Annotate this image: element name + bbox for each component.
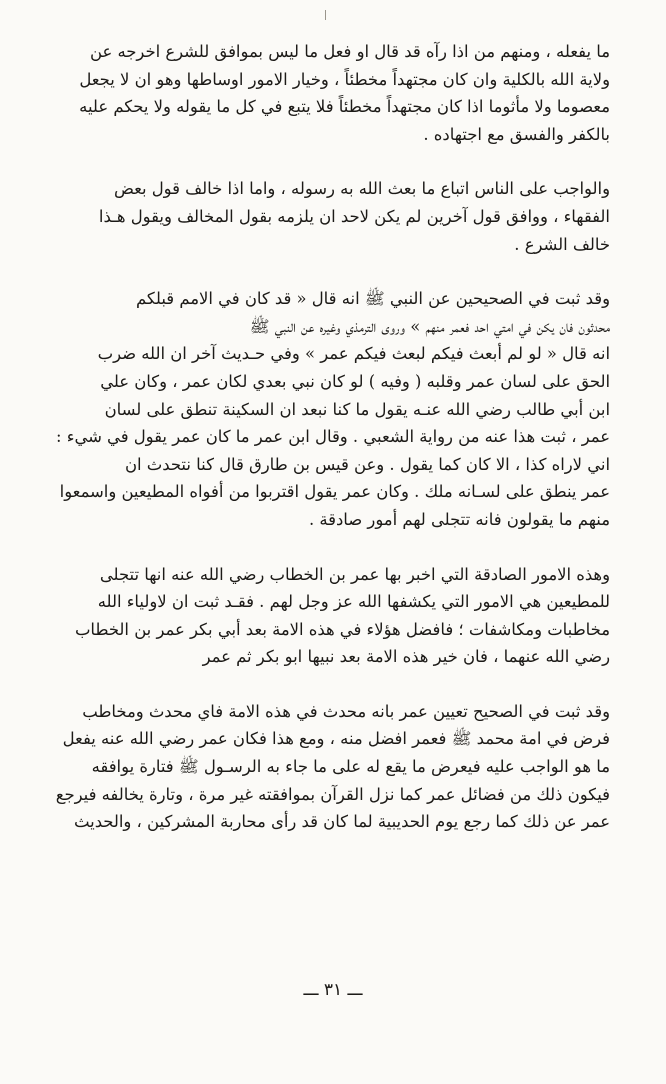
text-line: فيكون ذلك من فضائل عمر كما نزل القرآن بموافقته غير مرة ، وتارة يخالفه فيرجع <box>56 784 610 804</box>
scan-mark <box>325 10 330 20</box>
text-line: منهم ما يقولون فانه تتجلى لهم أمور صادقة . <box>308 509 610 529</box>
text-line: خالف الشرع . <box>514 234 610 254</box>
text-line: اني لاراه كذا ، الا كان كما يقول . وعن قيس بن طارق قال كنا نتحدث ان <box>125 454 610 474</box>
text-line: عمر عن ذلك كما رجع يوم الحديبية لما كان قد رأى محاربة المشركين ، والحديث <box>74 812 610 832</box>
text-line: عمر ينطق على لسـانه ملك . وكان عمر يقول اقتربوا من أفواه المطيعين واسمعوا <box>59 482 610 502</box>
text-line: ولاية الله بالكلية وان كان مجتهداً مخطئاً ، وخيار الامور اوساطها وهو ان لا يجعل <box>79 69 610 89</box>
text-line: وقد ثبت في الصحيحين عن النبي ﷺ انه قال « قد كان في الامم قبلكم <box>135 289 610 309</box>
text-line: للمطيعين هي الامور التي يكشفها الله عز وجل لهم . فقـد ثبت ان لاولياء الله <box>97 592 610 612</box>
text-line: رضي الله عنهما ، فان خير هذه الامة بعد نبيها ابو بكر ثم عمر <box>202 647 610 667</box>
text-line: ابن أبي طالب رضي الله عنـه يقول ما كنا نبعد ان السكينة تنطق على لسان <box>104 399 610 419</box>
paragraph-4 <box>56 561 610 671</box>
text-line: بالكفر والفسق مع اجتهاده . <box>423 124 610 144</box>
text-line: وقد ثبت في الصحيح تعيين عمر بانه محدث في هذه الامة فاي محدث ومخاطب <box>82 701 610 721</box>
text-line: وهذه الامور الصادقة التي اخبر بها عمر بن الخطاب رضي الله عنه انها تتجلى <box>99 564 610 584</box>
text-line: الحق على لسان عمر وقلبه ( وفيه ) لو كان نبي بعدي لكان عمر ، وكان علي <box>100 371 610 391</box>
text-line: انه قال « لو لم أبعث فيكم لبعث فيكم عمر » وفي حـديث آخر ان الله ضرب <box>97 344 610 364</box>
paragraph-1 <box>56 38 610 148</box>
text-line: الفقهاء ، ووافق قول آخرين لم يكن لاحد ان يلزمه بقول المخالف ويقول هـذا <box>98 206 610 226</box>
text-line: معصوما ولا مأثوما اذا كان مجتهداً مخطئاً فلا يتبع في كل ما يقوله ولا يحكم عليه <box>79 97 610 117</box>
text-line: فرض في امة محمد ﷺ فعمر افضل منه ، ومع هذا فكان عمر رضي الله عنه يفعل <box>62 729 610 749</box>
text-line: والواجب على الناس اتباع ما بعث الله به رسوله ، واما اذا خالف قول بعض <box>114 179 610 199</box>
paragraph-5 <box>56 698 610 836</box>
paragraph-2 <box>56 175 610 258</box>
page-number: ـــ ٣١ ـــ <box>303 980 363 1000</box>
text-line: عمر ، ثبت هذا عنه من رواية الشعبي . وقال ابن عمر ما كان عمر يقول في شيء : <box>56 427 610 447</box>
text-line: ما هو الواجب عليه فيعرض ما يقع له على ما جاء به الرسـول ﷺ فتارة يوافقه <box>91 757 610 777</box>
text-line: محدثون فان يكن في امتي احد فعمر منهم » وروى الترمذي وغيره عن النبي ﷺ <box>249 316 610 336</box>
paragraph-3 <box>56 285 610 533</box>
text-line: ما يفعله ، ومنهم من اذا رآه قد قال او فعل ما ليس بموافق للشرع اخرجه عن <box>90 42 610 61</box>
text-line: مخاطبات ومكاشفات ؛ فافضل هؤلاء في هذه الامة بعد أبي بكر عمر بن الخطاب <box>74 619 610 639</box>
